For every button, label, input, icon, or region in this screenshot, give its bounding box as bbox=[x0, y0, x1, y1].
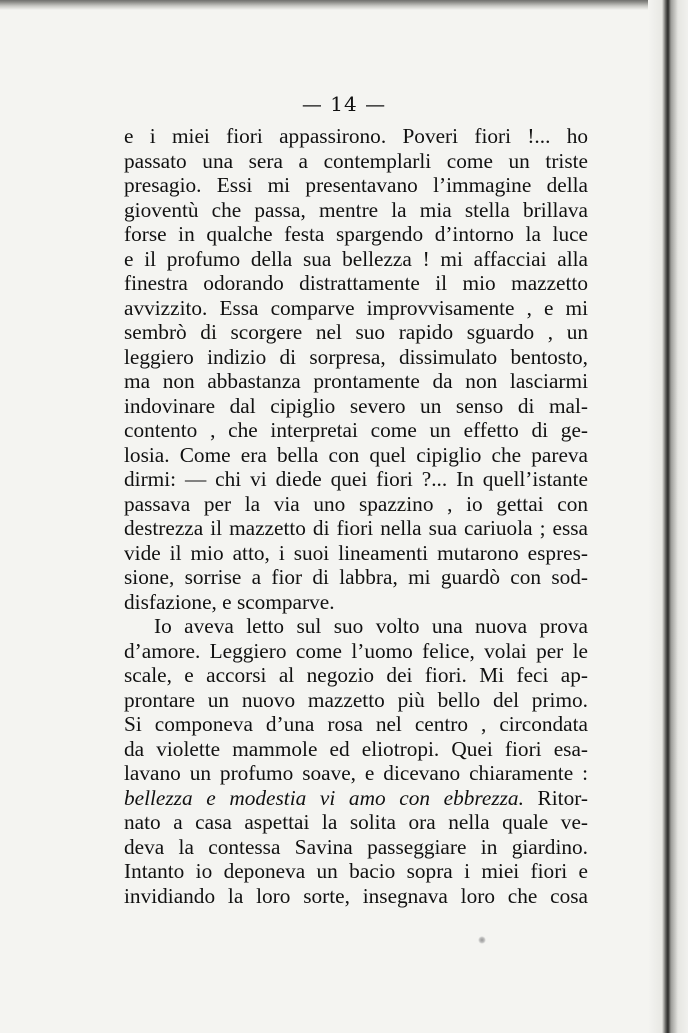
text-line: invidiando la loro sorte, insegnava loro che cosa bbox=[124, 883, 588, 908]
paper-speck bbox=[478, 936, 486, 944]
page-number: — 14 — bbox=[301, 92, 387, 116]
text-line: ma non abbastanza prontamente da non lasciarmi bbox=[124, 369, 588, 393]
text-line: finestra odorando distrattamente il mio mazzetto bbox=[124, 271, 588, 295]
text-line: vide il mio atto, i suoi lineamenti mutarono espres- bbox=[124, 540, 588, 565]
text-line: contento , che interpretai come un effetto di ge- bbox=[124, 418, 588, 442]
text-line: scale, e accorsi al negozio dei fiori. Mi feci ap- bbox=[124, 663, 588, 687]
text-line: prontare un nuovo mazzetto più bello del primo. bbox=[124, 687, 588, 712]
text-line: gioventù che passa, mentre la mia stella brillava bbox=[124, 197, 588, 222]
text-line: deva la contessa Savina passeggiare in giardino. bbox=[124, 834, 588, 859]
text-line: da violette mammole ed eliotropi. Quei fiori esa- bbox=[124, 736, 588, 761]
text-line: e il profumo della sua bellezza ! mi affacciai alla bbox=[124, 246, 588, 271]
text-line: avvizzito. Essa comparve improvvisamente , e mi bbox=[124, 295, 588, 320]
italic-line-rest: Ritor- bbox=[523, 785, 588, 810]
text-line: d’amore. Leggiero come l’uomo felice, volai per le bbox=[124, 638, 588, 663]
text-line: Si componeva d’una rosa nel centro , circondata bbox=[124, 712, 588, 736]
text-line: sione, sorrise a fior di labbra, mi guardò con sod- bbox=[124, 565, 588, 589]
paragraph-start-line: Io aveva letto sul suo volto una nuova prova bbox=[154, 614, 588, 638]
text-line: dirmi: — chi vi diede quei fiori ?... In quell’istante bbox=[124, 467, 588, 491]
text-line: disfazione, e scomparve. bbox=[124, 589, 335, 614]
italic-phrase: bellezza e modestia vi amo con ebbrezza. bbox=[124, 785, 524, 810]
text-line: passato una sera a contemplarli come un triste bbox=[124, 148, 588, 173]
text-line: losia. Come era bella con quel cipiglio che pareva bbox=[124, 442, 588, 467]
text-line: passava per la via uno spazzino , io gettai con bbox=[124, 491, 588, 516]
text-line: presagio. Essi mi presentavano l’immagine della bbox=[124, 173, 588, 197]
text-line: destrezza il mazzetto di fiori nella sua cariuola ; essa bbox=[124, 516, 588, 540]
text-line-with-italic bbox=[124, 786, 588, 811]
text-line: indovinare dal cipiglio severo un senso di mal- bbox=[124, 393, 588, 418]
text-line: leggiero indizio di sorpresa, dissimulato bentosto, bbox=[124, 344, 588, 369]
page-binding-edge bbox=[648, 0, 688, 1033]
body-text bbox=[124, 124, 588, 908]
text-line: Intanto io deponeva un bacio sopra i miei fiori e bbox=[124, 859, 588, 883]
text-line: sembrò di scorgere nel suo rapido sguardo , un bbox=[124, 320, 588, 344]
page-top-edge bbox=[0, 0, 688, 10]
text-line: forse in qualche festa spargendo d’intorno la luce bbox=[124, 222, 588, 246]
text-line: nato a casa aspettai la solita ora nella quale ve- bbox=[124, 810, 588, 834]
text-line: lavano un profumo soave, e dicevano chiaramente : bbox=[124, 761, 588, 785]
text-line: e i miei fiori appassirono. Poveri fiori !... ho bbox=[124, 124, 588, 148]
